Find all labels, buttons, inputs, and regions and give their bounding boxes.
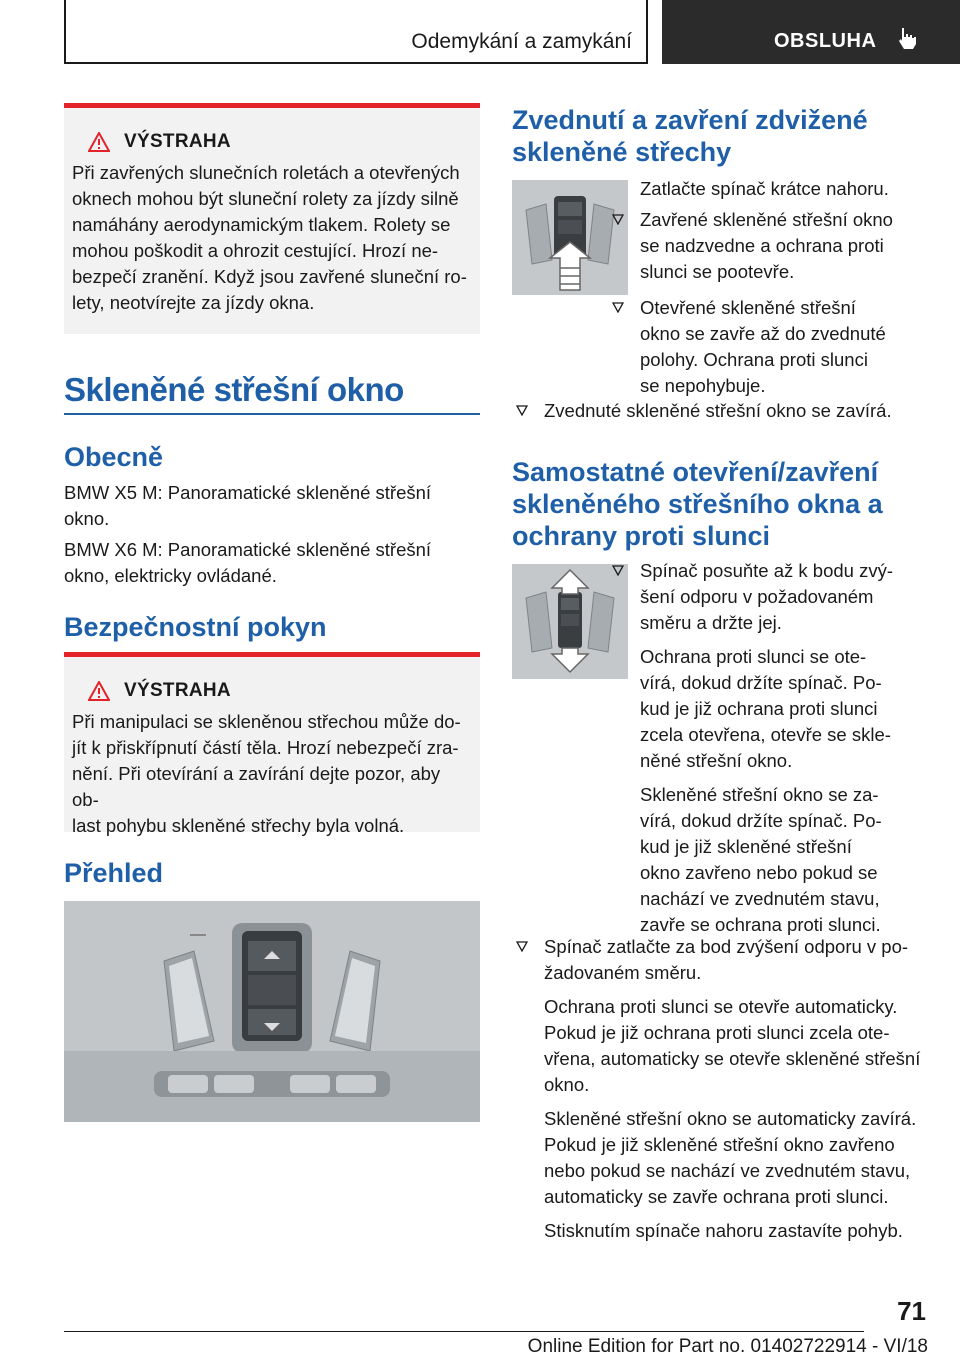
warning-title: VÝSTRAHA bbox=[124, 131, 231, 152]
bullet-triangle-icon bbox=[516, 940, 528, 952]
heading-raise-close: Zvednutí a zavření zdvižené skleněné střechy bbox=[512, 105, 868, 167]
general-paragraph-2: BMW X6 M: Panoramatické skleněné střešní okno, elektricky ovládané. bbox=[64, 539, 432, 586]
separate-list-2 bbox=[512, 934, 930, 1244]
list-item-detail: Skleněné střešní okno se automaticky zavírá. Pokud je již skleněné střešní okno zavřeno nebo pokud se nachází ve zvednutém stavu, automaticky se zavře ochrana proti slunci. bbox=[544, 1108, 917, 1207]
list-item: Spínač zatlačte za bod zvýšení odporu v po- žadovaném směru. bbox=[512, 934, 930, 986]
list-item: Zvednuté skleněné střešní okno se zavírá. bbox=[512, 398, 928, 424]
warning-text: Při zavřených slunečních roletách a otevřených oknech mohou být sluneční rolety za jízdy silně namáhány aerodynamickým tlakem. Rolety se mohou poškodit a ohrozit cestující. Hrozí ne- bezpečí zranění. Když jsou zavřené sluneční ro- lety, neotvírejte za jízdy okna. bbox=[72, 162, 467, 313]
list-item: Zavřené skleněné střešní okno se nadzvedne a ochrana proti slunci se pootevře. bbox=[608, 207, 930, 285]
hand-pointer-icon bbox=[894, 24, 922, 52]
list-item-detail: Stisknutím spínače nahoru zastavíte pohyb. bbox=[544, 1220, 903, 1241]
header-section-title: Odemykání a zamykání bbox=[411, 30, 632, 53]
footer-edition: Online Edition for Part no. 01402722914 - VI/18 bbox=[527, 1336, 928, 1357]
raise-list bbox=[608, 207, 930, 399]
header-tab bbox=[662, 0, 960, 64]
bullet-triangle-icon bbox=[612, 213, 624, 225]
list-item: Spínač posuňte až k bodu zvý- šení odporu v požadovaném směru a držte jej. bbox=[608, 558, 930, 636]
general-paragraph-1: BMW X5 M: Panoramatické skleněné střešní okno. bbox=[64, 482, 432, 529]
raise-list-full bbox=[512, 398, 928, 424]
heading-overview: Přehled bbox=[64, 858, 164, 888]
warning-box-1 bbox=[64, 103, 480, 334]
section-rule bbox=[64, 413, 480, 415]
heading-separate-open-close: Samostatné otevření/zavření skleněného střešního okna a ochrany proti slunci bbox=[512, 457, 883, 551]
list-item: Otevřené skleněné střešní okno se zavře až do zvednuté polohy. Ochrana proti slunci se nepohybuje. bbox=[608, 295, 930, 399]
warning-triangle-icon bbox=[88, 132, 110, 152]
warning-title: VÝSTRAHA bbox=[124, 680, 231, 701]
warning-text: Při manipulaci se skleněnou střechou může do- jít k přiskřípnutí částí těla. Hrozí nebezpečí zra- nění. Při otevírání a zavírání dejte pozor, aby ob- last pohybu skleněné střechy byla volná. bbox=[72, 711, 461, 836]
header-section-box bbox=[64, 0, 648, 64]
header-tab-label: OBSLUHA bbox=[774, 30, 877, 52]
raise-intro: Zatlačte spínač krátce nahoru. bbox=[640, 178, 889, 199]
section-heading-glass-roof: Skleněné střešní okno bbox=[64, 371, 404, 408]
warning-box-2 bbox=[64, 652, 480, 836]
page-number: 71 bbox=[897, 1296, 926, 1326]
heading-safety: Bezpečnostní pokyn bbox=[64, 612, 327, 642]
list-item-detail: Skleněné střešní okno se za- vírá, dokud držíte spínač. Po- kud je již skleněné střešní okno zavřeno nebo pokud se nachází ve zvednutém stavu, zavře se ochrana proti slunci. bbox=[640, 784, 882, 935]
overview-console-image bbox=[64, 901, 480, 1122]
bullet-triangle-icon bbox=[516, 404, 528, 416]
bullet-triangle-icon bbox=[612, 301, 624, 313]
bullet-triangle-icon bbox=[612, 564, 624, 576]
footer-rule bbox=[64, 1331, 864, 1332]
warning-triangle-icon bbox=[88, 681, 110, 701]
list-item-detail: Ochrana proti slunci se ote- vírá, dokud držíte spínač. Po- kud je již ochrana proti slunci zcela otevřena, otevře se skle- něné střešní okno. bbox=[640, 646, 891, 771]
list-item-detail: Ochrana proti slunci se otevře automaticky. Pokud je již ochrana proti slunci zcela ote- vřena, automaticky se otevře skleněné střešní okno. bbox=[544, 996, 921, 1095]
heading-general: Obecně bbox=[64, 442, 164, 472]
separate-list-1 bbox=[608, 558, 930, 938]
